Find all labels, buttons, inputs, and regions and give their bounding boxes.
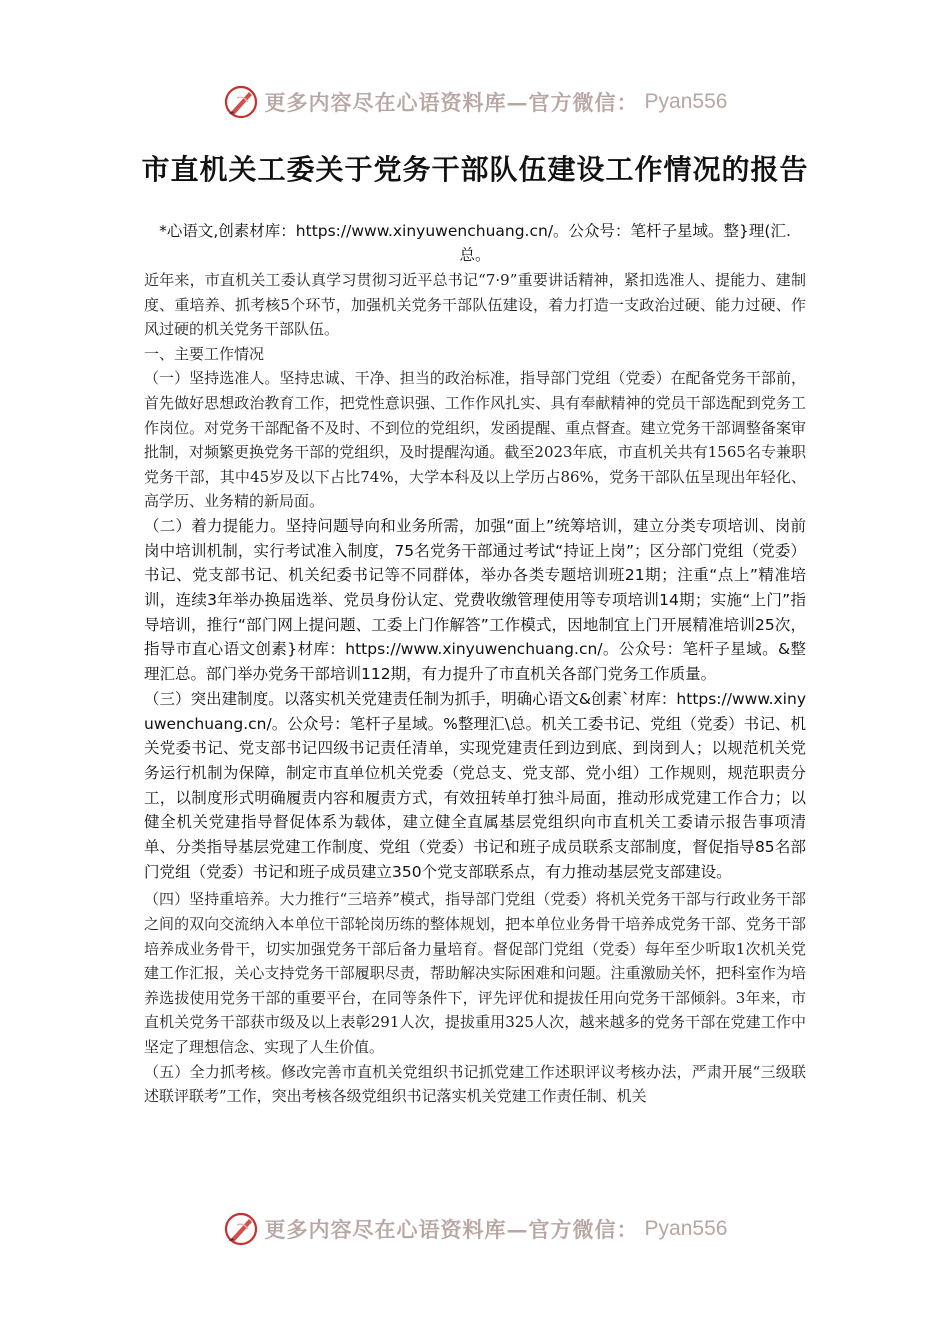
section-heading: 一、主要工作情况	[144, 344, 265, 363]
document-body	[144, 219, 806, 1109]
header-banner	[0, 80, 950, 124]
banner-text: 更多内容尽在心语资料库—官方微信：	[264, 90, 639, 115]
paragraph-cultivation: （四）坚持重培养。大力推行“三培养”模式，指导部门党组（党委）将机关党务干部与行政业务干部之间的双向交流纳入本单位干部轮岗历练的整体规划，把本单位业务骨干培养成党务干部、党务干部培养成业务骨干，切实加强党务干部后备力量培育。督促部门党组（党委）每年至少听取1次机关党建工作汇报，关心支持党务干部履职尽责，帮助解决实际困难和问题。注重激励关怀，把科室作为培养选拔使用党务干部的重要平台，在同等条件下，评先评优和提拔任用向党务干部倾斜。3年来，市直机关党务干部获市级及以上表彰291人次，提拔重用325人次，越来越多的党务干部在党建工作中坚定了理想信念、实现了人生价值。	[144, 890, 806, 1057]
banner-wechat-id: Pyan556	[644, 1217, 728, 1240]
pen-logo-icon	[223, 84, 259, 120]
page-title: 市直机关工委关于党务干部队伍建设工作情况的报告	[141, 153, 809, 186]
source-note: *心语文,创素材库：https://www.xinyuwenchuang.cn/。公众号：笔杆子星域。整}理(汇.总。	[159, 222, 791, 264]
paragraph-assessment: （五）全力抓考核。修改完善市直机关党组织书记抓党建工作述职评议考核办法，严肃开展“三级联述联评联考”工作，突出考核各级党组织书记落实机关党建工作责任制、机关	[144, 1062, 806, 1106]
banner-text: 更多内容尽在心语资料库—官方微信：	[264, 1217, 639, 1242]
footer-banner	[0, 1207, 950, 1251]
paragraph-improve-ability: （二）着力提能力。坚持问题导向和业务所需，加强“面上”统筹培训，建立分类专项培训、岗前岗中培训机制，实行考试准入制度，75名党务干部通过考试“持证上岗”；区分部门党组（党委）书记、党支部书记、机关纪委书记等不同群体，举办各类专题培训班21期；注重“点上”精准培训，连续3年举办换届选举、党员身份认定、党费收缴管理使用等专项培训14期；实施“上门”指导培训，推行“部门网上提问题、工委上门作解答”工作模式，因地制宜上门开展精准培训25次，指导市直心语文创素}材库：https://www.xinyuwenchuang.cn/。公众号：笔杆子星域。&整理汇总。部门举办党务干部培训112期，有力提升了市直机关各部门党务工作质量。	[144, 516, 806, 684]
paragraph-select-people: （一）坚持选准人。坚持忠诚、干净、担当的政治标准，指导部门党组（党委）在配备党务干部前，首先做好思想政治教育工作，把党性意识强、工作作风扎实、具有奉献精神的党员干部选配到党务工作岗位。对党务干部配备不及时、不到位的党组织，发函提醒、重点督查。建立党务干部调整备案审批制，对频繁更换党务干部的党组织，及时提醒沟通。截至2023年底，市直机关共有1565名专兼职党务干部，其中45岁及以下占比74%，大学本科及以上学历占86%，党务干部队伍呈现出年轻化、高学历、业务精的新局面。	[144, 369, 806, 511]
paragraph-intro: 近年来，市直机关工委认真学习贯彻习近平总书记“7·9”重要讲话精神，紧扣选准人、提能力、建制度、重培养、抓考核5个环节，加强机关党务干部队伍建设，着力打造一支政治过硬、能力过硬、作风过硬的机关党务干部队伍。	[144, 271, 806, 339]
banner-wechat-id: Pyan556	[644, 90, 728, 113]
pen-logo-icon	[223, 1211, 259, 1247]
paragraph-build-system: （三）突出建制度。以落实机关党建责任制为抓手，明确心语文&创素`材库：https://www.xinyuwenchuang.cn/。公众号：笔杆子星域。%整理汇\总。机关工委书记、党组（党委）书记、机关党委书记、党支部书记四级书记责任清单，实现党建责任到边到底、到岗到人；以规范机关党务运行机制为保障，制定市直单位机关党委（党总支、党支部、党小组）工作规则，规范职责分工，以制度形式明确履责内容和履责方式，有效扭转单打独斗局面，推动形成党建工作合力；以健全机关党建指导督促体系为载体，建立健全直属基层党组织向市直机关工委请示报告事项清单、分类指导基层党建工作制度、党组（党委）书记和班子成员联系支部制度，督促指导85名部门党组（党委）书记和班子成员建立350个党支部联系点，有力推动基层党支部建设。	[144, 689, 806, 881]
